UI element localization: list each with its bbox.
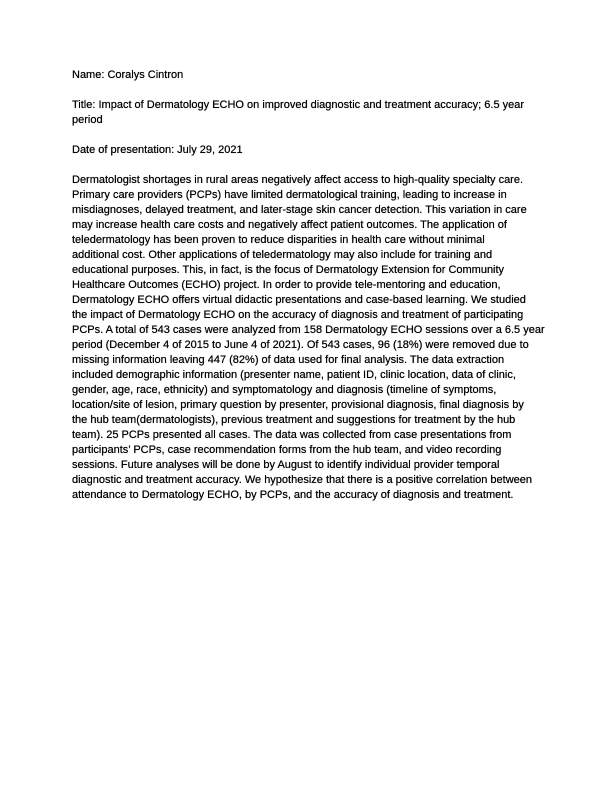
text-line: participants’ PCPs, case recommendation forms from the hub team, and video recording xyxy=(72,444,502,456)
text-line: Title: Impact of Dermatology ECHO on improved diagnostic and treatment accuracy; 6.5 year xyxy=(72,99,525,111)
text-line: period xyxy=(72,114,103,126)
text-line: teledermatology has been proven to reduce disparities in health care without minimal xyxy=(72,234,485,246)
text-line: diagnostic and treatment accuracy. We hypothesize that there is a positive correlation between xyxy=(72,474,533,486)
text-line: the impact of Dermatology ECHO on the accuracy of diagnosis and treatment of participating xyxy=(72,309,524,321)
author-name-line: Name: Coralys Cintron xyxy=(72,69,184,81)
text-line: included demographic information (presenter name, patient ID, clinic location, data of clinic, xyxy=(72,369,516,381)
text-line: may increase health care costs and negatively affect patient outcomes. The application of xyxy=(72,219,507,231)
author-name-paragraph xyxy=(72,68,552,83)
text-line: period (December 4 of 2015 to June 4 of 2021). Of 543 cases, 96 (18%) were removed due to xyxy=(72,339,529,351)
text-line: misdiagnoses, delayed treatment, and later-stage skin cancer detection. This variation in care xyxy=(72,204,527,216)
text-line: Primary care providers (PCPs) have limited dermatological training, leading to increase in xyxy=(72,189,507,201)
text-line: Healthcare Outcomes (ECHO) project. In order to provide tele-mentoring and education, xyxy=(72,279,501,291)
text-line: educational purposes. This, in fact, is the focus of Dermatology Extension for Community xyxy=(72,264,505,276)
title-paragraph xyxy=(72,98,552,128)
abstract-paragraph xyxy=(72,173,552,503)
text-line: location/site of lesion, primary question by presenter, provisional diagnosis, final diagnosis by xyxy=(72,399,524,411)
text-line: gender, age, race, ethnicity) and symptomatology and diagnosis (timeline of symptoms, xyxy=(72,384,497,396)
text-line: Dermatology ECHO offers virtual didactic presentations and case-based learning. We studied xyxy=(72,294,526,306)
text-line: additional cost. Other applications of teledermatology may also include for training and xyxy=(72,249,493,261)
text-line: the hub team(dermatologists), previous treatment and suggestions for treatment by the hub xyxy=(72,414,516,426)
text-line: team). 25 PCPs presented all cases. The data was collected from case presentations from xyxy=(72,429,512,441)
presentation-date-line: Date of presentation: July 29, 2021 xyxy=(72,144,243,156)
text-line: Dermatologist shortages in rural areas negatively affect access to high-quality specialty care. xyxy=(72,174,524,186)
text-line: missing information leaving 447 (82%) of data used for final analysis. The data extraction xyxy=(72,354,505,366)
text-line: sessions. Future analyses will be done by August to identify individual provider temporal xyxy=(72,459,500,471)
presentation-date-paragraph xyxy=(72,143,552,158)
text-line: attendance to Dermatology ECHO, by PCPs, and the accuracy of diagnosis and treatment. xyxy=(72,489,514,501)
text-line: PCPs. A total of 543 cases were analyzed from 158 Dermatology ECHO sessions over a 6.5 year xyxy=(72,324,545,336)
